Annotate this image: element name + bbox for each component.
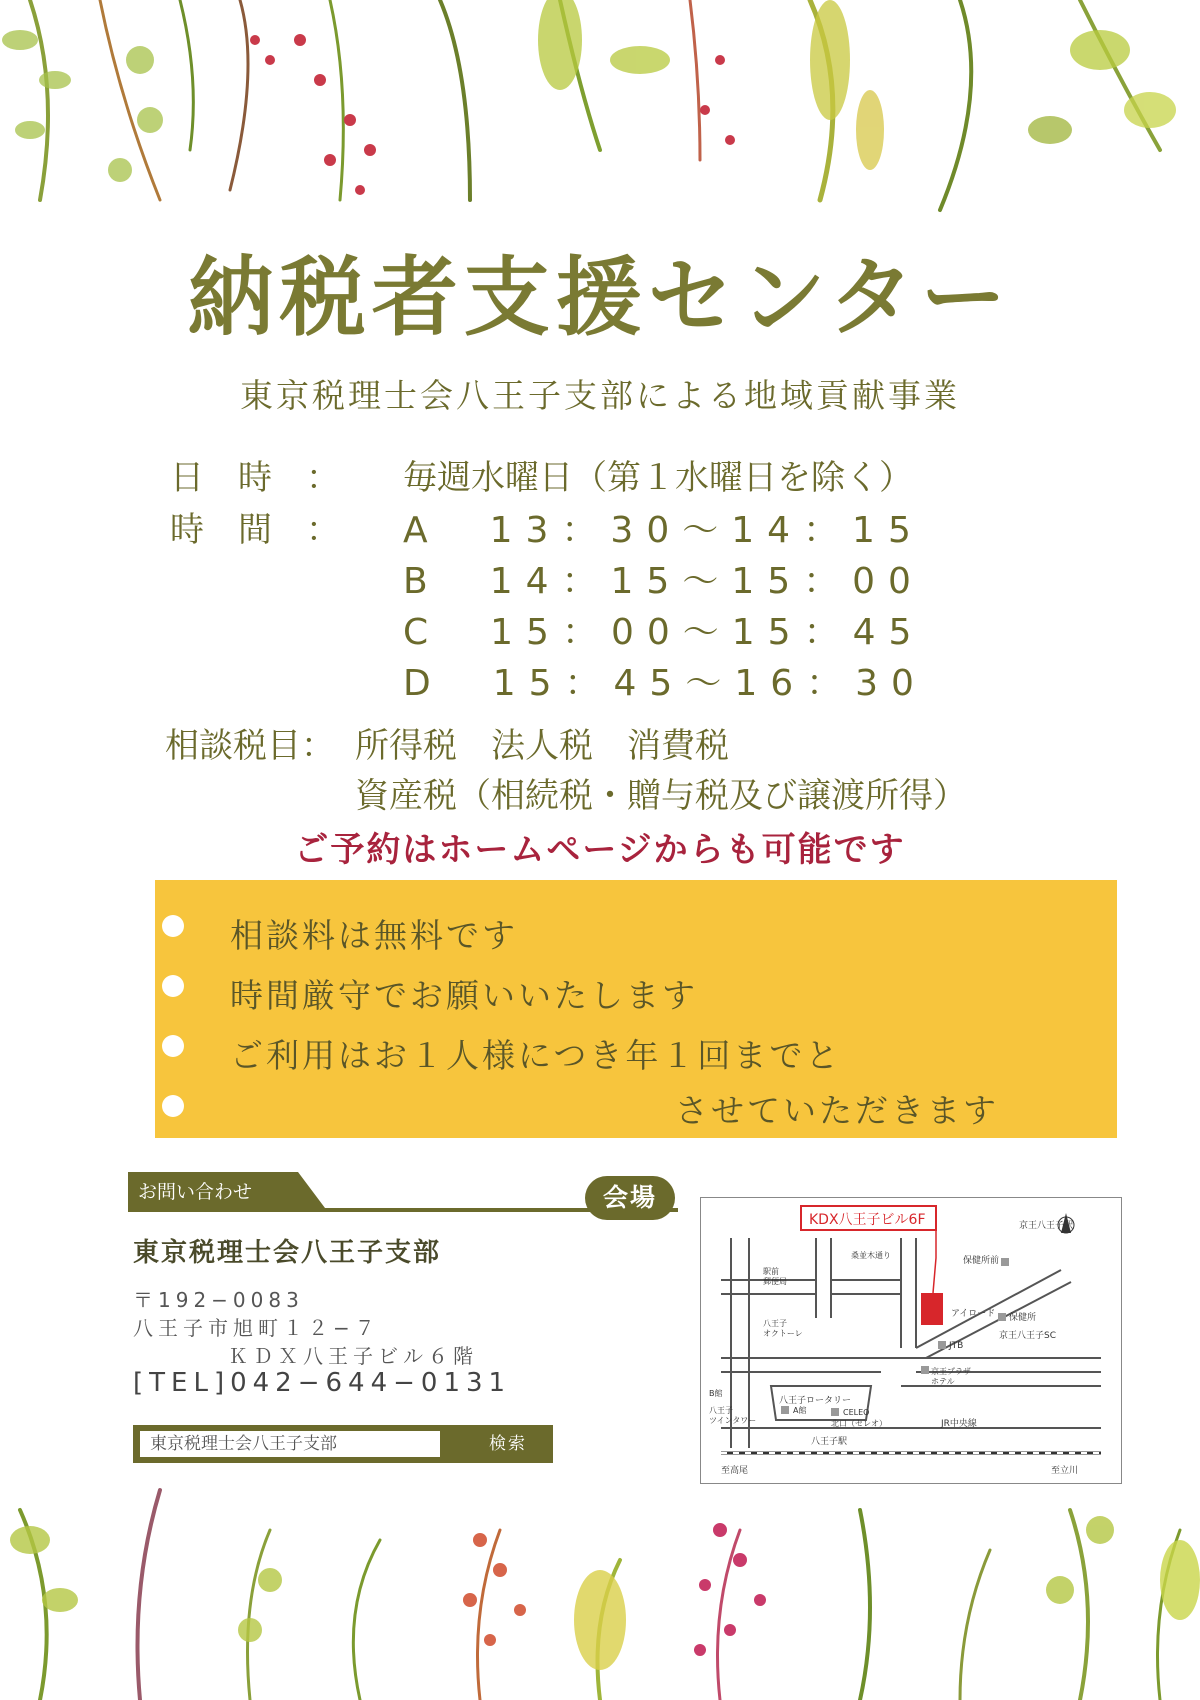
search-input[interactable]: 東京税理士会八王子支部 <box>140 1431 440 1457</box>
map-label-jtb: JTB <box>949 1341 964 1351</box>
venue-map <box>700 1197 1122 1484</box>
time-slot-a: A 13：30〜14：15 <box>403 510 924 551</box>
address-line-2: ＫＤＸ八王子ビル６階 <box>228 1344 478 1368</box>
map-drawing <box>701 1198 1121 1483</box>
map-label-celeo: CELEO <box>843 1408 870 1417</box>
notebook-hole <box>162 975 184 997</box>
map-label-keio-plaza: 京王プラザホテル <box>931 1367 971 1386</box>
map-label-octore: 八王子オクトーレ <box>763 1319 803 1338</box>
map-label-keio-sc: 京王八王子SC <box>999 1331 1056 1341</box>
notebook-hole <box>162 1035 184 1057</box>
map-label-jr-chuo: JR中央線 <box>941 1419 977 1429</box>
map-label-kuwanami: 桑並木通り <box>851 1251 891 1260</box>
phone-number: [TEL]042−644−0131 <box>133 1368 512 1398</box>
map-label-twin-tower: 八王子ツインタワー <box>709 1406 757 1425</box>
organization-name: 東京税理士会八王子支部 <box>133 1238 442 1268</box>
map-label-hokenjo-top: 保健所前 <box>963 1256 1000 1266</box>
time-slot-b: B 14：15〜15：00 <box>403 561 924 602</box>
botanical-decoration-top <box>0 0 1200 230</box>
map-label-eki-post: 駅前郵便局 <box>763 1267 787 1286</box>
date-label: 日 時 ： <box>170 458 340 498</box>
map-label-to-tachikawa: 至立川 <box>1051 1466 1079 1476</box>
time-slot-c: C 15：00〜15：45 <box>403 612 925 653</box>
kdx-building-marker <box>921 1293 943 1325</box>
contact-heading-bar <box>128 1172 548 1212</box>
page-title: 納税者支援センター <box>187 248 1013 348</box>
map-label-hokenjo: 保健所 <box>1009 1313 1037 1323</box>
search-button[interactable]: 検索 <box>489 1434 527 1454</box>
notice-box <box>155 880 1117 1138</box>
postal-code: 〒192−0083 <box>133 1288 304 1312</box>
date-value: 毎週水曜日（第１水曜日を除く） <box>403 458 913 498</box>
time-label: 時 間 ： <box>170 510 340 550</box>
map-label-a-kan: A館 <box>793 1406 807 1415</box>
map-label-kitaguchi: 北口（セレオ） <box>831 1419 887 1428</box>
map-label-keio-station: 京王八王子駅 <box>1019 1221 1074 1231</box>
date-row <box>170 450 340 499</box>
map-label-ai-road: アイロード <box>951 1309 996 1319</box>
consult-label: 相談税目： <box>165 726 335 766</box>
heading-wedge <box>298 1172 328 1212</box>
notebook-hole <box>162 1095 184 1117</box>
map-label-b-kan: B館 <box>709 1389 723 1398</box>
time-slot-d: D 15：45〜16：30 <box>403 663 927 704</box>
notebook-hole <box>162 915 184 937</box>
map-label-hachioji-station: 八王子駅 <box>811 1437 848 1447</box>
notice-line-2: 時間厳守でお願いいたします <box>230 976 698 1015</box>
map-building-label: KDX八王子ビル6F <box>809 1212 926 1228</box>
contact-heading: お問い合わせ <box>128 1172 298 1212</box>
map-label-rotary: 八王子ロータリー <box>779 1396 852 1406</box>
subtitle: 東京税理士会八王子支部による地域貢献事業 <box>240 376 960 415</box>
address-line-1: 八王子市旭町１２−７ <box>133 1316 380 1340</box>
botanical-decoration-bottom <box>0 1470 1200 1700</box>
venue-badge: 会場 <box>585 1176 675 1220</box>
notice-line-3: ご利用はお１人様につき年１回までと <box>230 1036 842 1075</box>
search-bar <box>133 1425 553 1463</box>
notice-line-4: させていただきます <box>675 1091 999 1130</box>
consult-taxes-line1: 所得税 法人税 消費税 <box>355 726 729 766</box>
consult-taxes-line2: 資産税（相続税・贈与税及び譲渡所得） <box>355 776 967 816</box>
reservation-note: ご予約はホームページからも可能です <box>294 830 906 870</box>
notice-line-1: 相談料は無料です <box>230 916 518 955</box>
map-label-to-takao: 至高尾 <box>721 1466 749 1476</box>
